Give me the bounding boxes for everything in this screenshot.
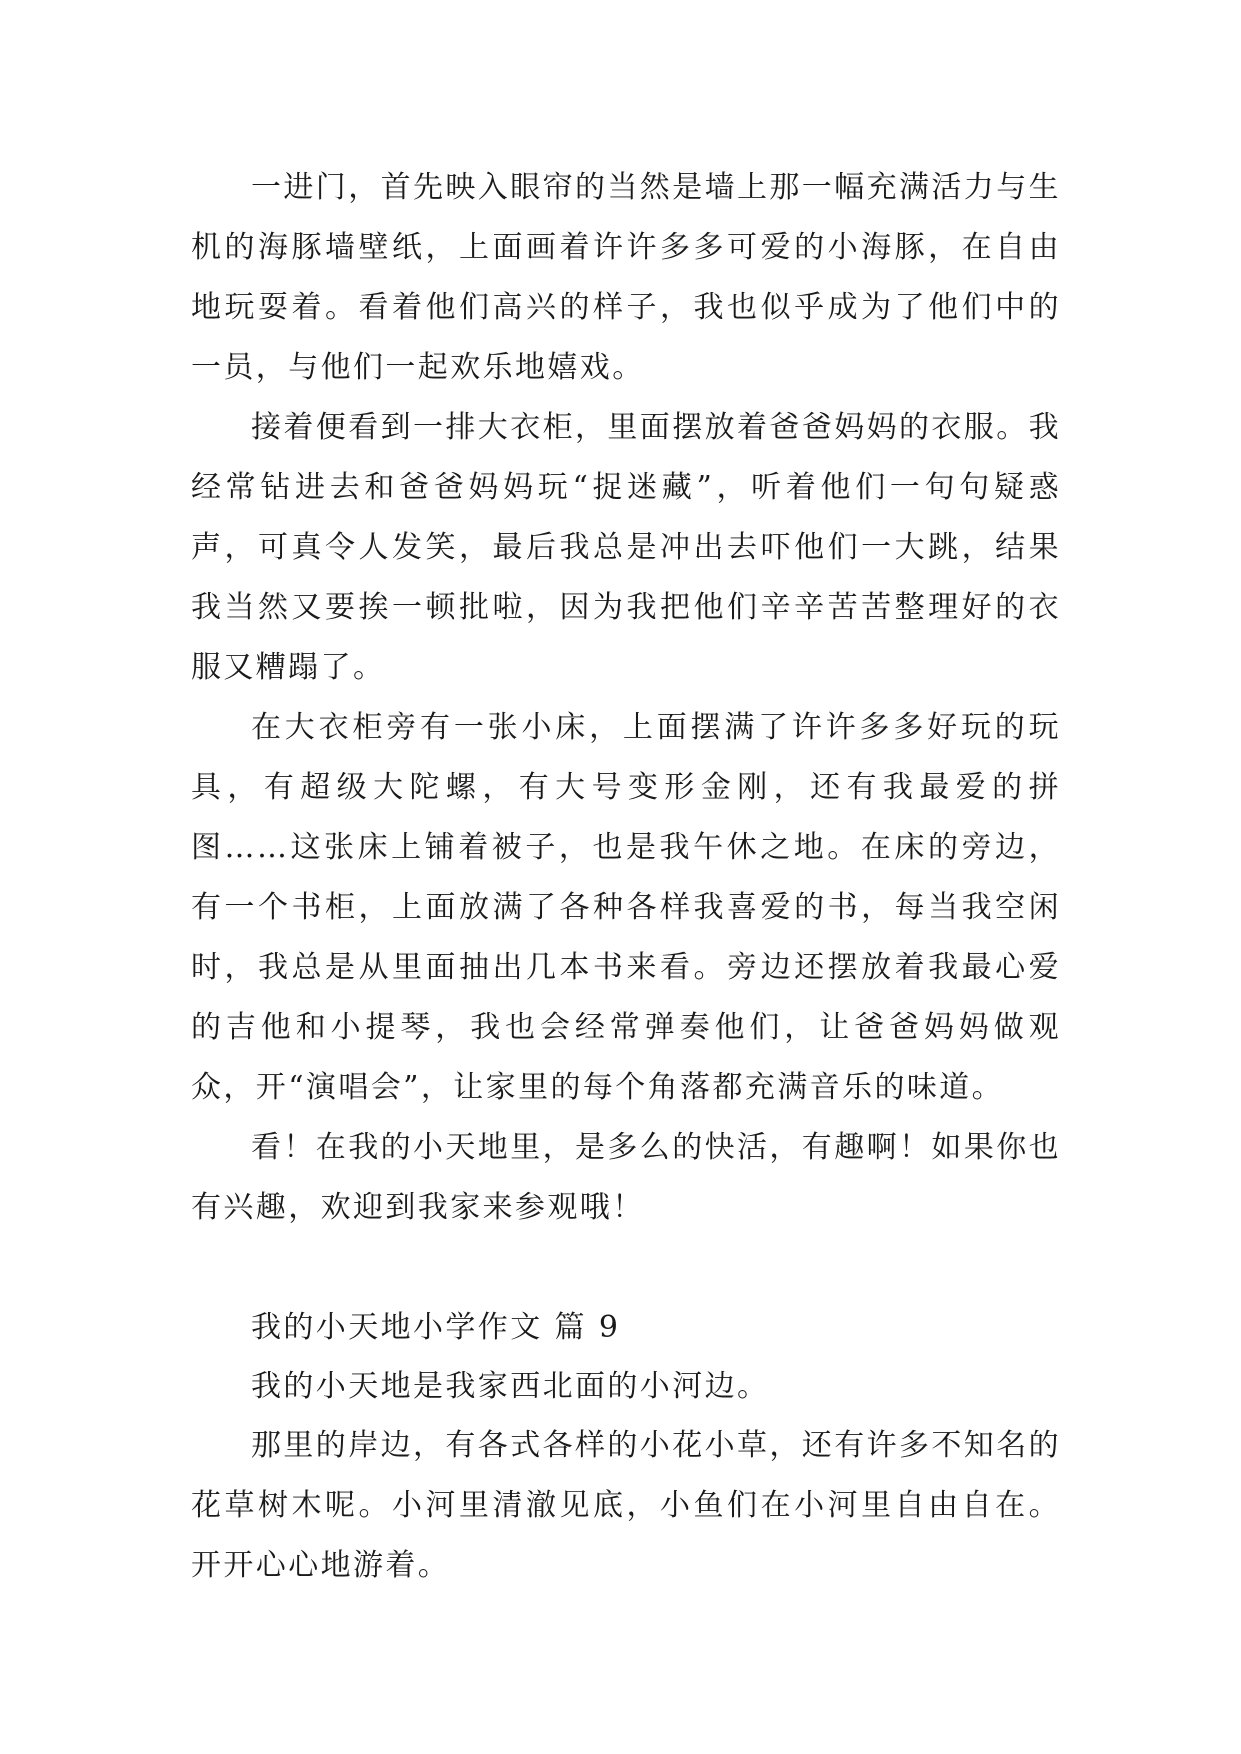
paragraph-5: 我的小天地是我家西北面的小河边。 (251, 1369, 770, 1404)
paragraph-3: 在大衣柜旁有一张小床，上面摆满了许许多多好玩的玩具，有超级大陀螺，有大号变形金刚，还有我最爱的拼图……这张床上铺着被子，也是我午休之地。在床的旁边，有一个书柜，上面放满了各种各样我喜爱的书，每当我空闲时，我总是从里面抽出几本书来看。旁边还摆放着我最心爱的吉他和小提琴，我也会经常弹奏他们，让爸爸妈妈做观众，开“演唱会”，让家里的每个角落都充满音乐的味道。 (191, 710, 1061, 1105)
section-heading: 我的小天地小学作文 篇 9 (251, 1310, 621, 1345)
paragraph-1: 一进门，首先映入眼帘的当然是墙上那一幅充满活力与生机的海豚墙壁纸，上面画着许许多多可爱的小海豚，在自由地玩耍着。看着他们高兴的样子，我也似乎成为了他们中的一员，与他们一起欢乐地嬉戏。 (191, 170, 1061, 385)
paragraph-2: 接着便看到一排大衣柜，里面摆放着爸爸妈妈的衣服。我经常钻进去和爸爸妈妈玩“捉迷藏”，听着他们一句句疑惑声，可真令人发笑，最后我总是冲出去吓他们一大跳，结果我当然又要挨一顿批啦，因为我把他们辛辛苦苦整理好的衣服又糟蹋了。 (191, 410, 1061, 685)
paragraph-6: 那里的岸边，有各式各样的小花小草，还有许多不知名的花草树木呢。小河里清澈见底，小鱼们在小河里自由自在。开开心心地游着。 (191, 1428, 1061, 1583)
paragraph-4: 看！在我的小天地里，是多么的快活，有趣啊！如果你也有兴趣，欢迎到我家来参观哦！ (191, 1130, 1061, 1225)
document-body (191, 158, 1061, 1596)
